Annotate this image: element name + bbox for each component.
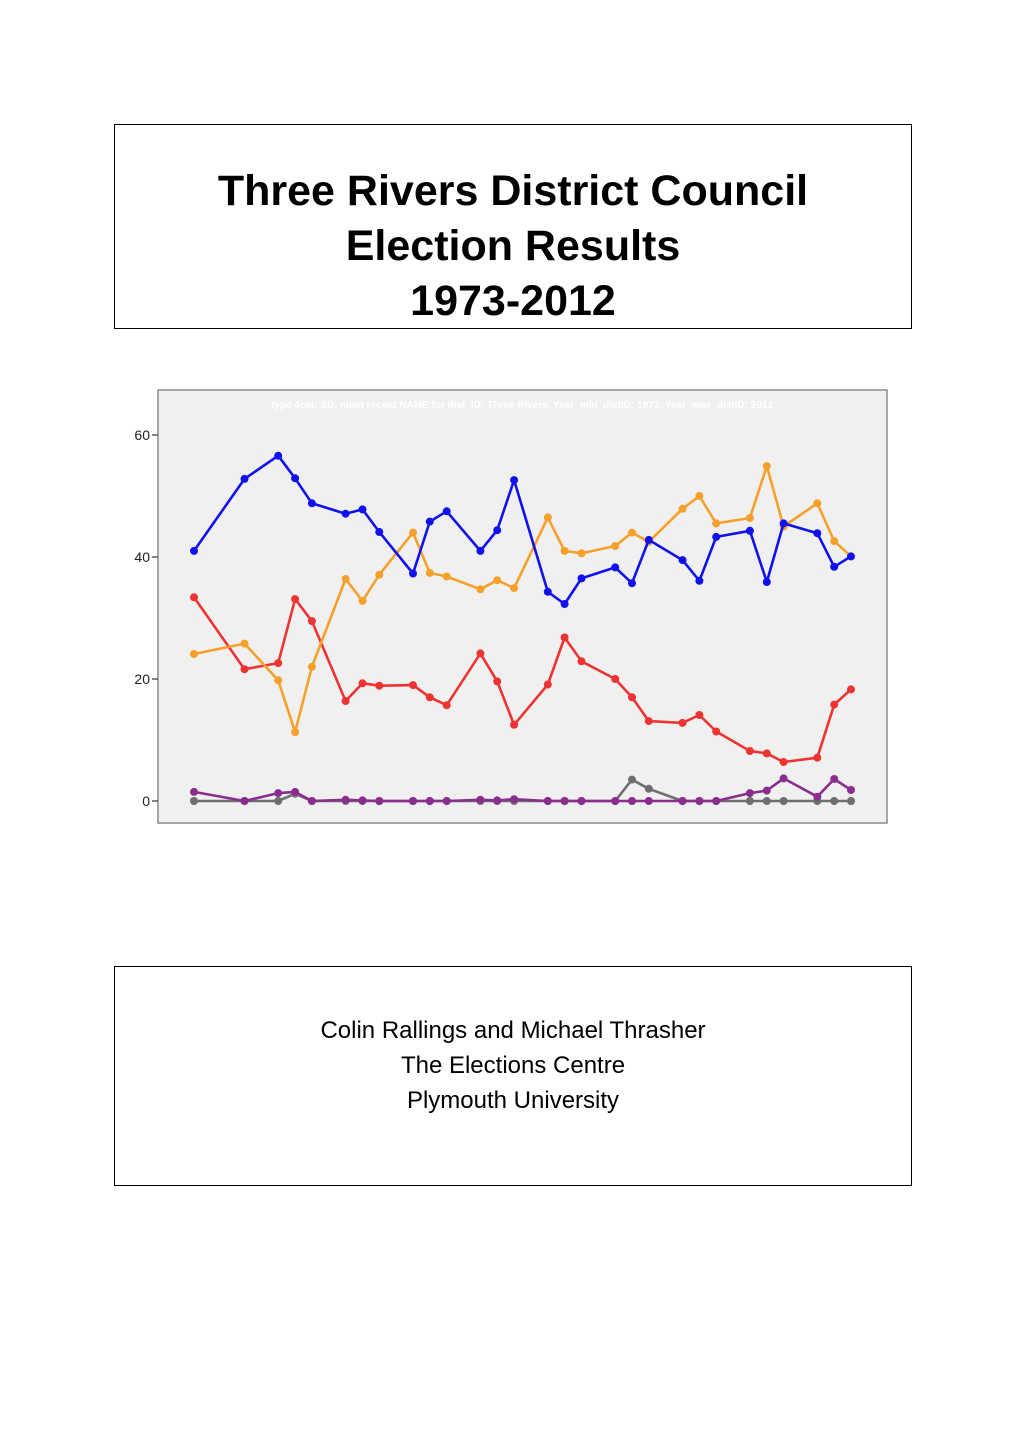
series-2-point-1 xyxy=(241,665,249,673)
series-0-point-6 xyxy=(359,505,367,513)
series-4-point-28 xyxy=(847,786,855,794)
series-1-point-10 xyxy=(443,573,451,581)
series-4-point-15 xyxy=(561,797,569,805)
authors-line: Colin Rallings and Michael Thrasher xyxy=(320,1017,706,1044)
series-4-point-21 xyxy=(695,797,703,805)
series-0-point-23 xyxy=(746,527,754,535)
series-0-point-17 xyxy=(611,563,619,571)
series-1-point-27 xyxy=(830,537,838,545)
series-1-point-17 xyxy=(611,542,619,550)
series-1-point-20 xyxy=(679,505,687,513)
series-1-point-1 xyxy=(241,640,249,648)
series-3-point-25 xyxy=(780,797,788,805)
series-0-point-9 xyxy=(426,518,434,526)
series-4-point-4 xyxy=(308,797,316,805)
series-2-point-20 xyxy=(679,719,687,727)
series-0-point-15 xyxy=(561,600,569,608)
series-4-point-8 xyxy=(409,797,417,805)
series-0-point-10 xyxy=(443,507,451,515)
y-tick-label-1: 20 xyxy=(134,671,150,687)
series-1-point-11 xyxy=(476,585,484,593)
series-3-point-24 xyxy=(763,797,771,805)
series-4-point-9 xyxy=(426,797,434,805)
series-2-point-10 xyxy=(443,701,451,709)
series-4-point-25 xyxy=(780,774,788,782)
y-tick-label-3: 60 xyxy=(134,427,150,443)
series-0-point-24 xyxy=(763,578,771,586)
series-2-point-18 xyxy=(628,693,636,701)
series-0-point-8 xyxy=(409,570,417,578)
series-2-point-14 xyxy=(544,681,552,689)
series-4-point-16 xyxy=(578,797,586,805)
series-2-point-26 xyxy=(813,754,821,762)
series-2-point-24 xyxy=(763,749,771,757)
series-0-point-12 xyxy=(493,526,501,534)
series-2-point-25 xyxy=(780,758,788,766)
title-box xyxy=(114,124,912,329)
series-3-point-23 xyxy=(746,797,754,805)
series-2-point-13 xyxy=(510,721,518,729)
series-1-point-4 xyxy=(308,663,316,671)
series-4-point-6 xyxy=(359,796,367,804)
series-0-point-7 xyxy=(375,528,383,536)
series-0-point-26 xyxy=(813,529,821,537)
series-2-point-22 xyxy=(712,728,720,736)
series-4-point-17 xyxy=(611,797,619,805)
series-0-point-0 xyxy=(190,547,198,555)
series-1-point-12 xyxy=(493,576,501,584)
series-1-point-3 xyxy=(291,728,299,736)
series-2-point-0 xyxy=(190,593,198,601)
series-4-point-3 xyxy=(291,788,299,796)
series-2-point-27 xyxy=(830,701,838,709)
series-1-point-5 xyxy=(342,575,350,583)
chart-title: type 4cat: SD, most recent NAME for dist_ID: Three Rivers, Year_min_distID: 1973, Year_max_distID: 2012 xyxy=(270,400,774,411)
y-tick-label-0: 0 xyxy=(142,793,150,809)
series-3-point-0 xyxy=(190,797,198,805)
series-0-point-25 xyxy=(780,519,788,527)
series-4-point-2 xyxy=(274,789,282,797)
series-2-point-9 xyxy=(426,693,434,701)
series-2-point-8 xyxy=(409,681,417,689)
series-1-point-0 xyxy=(190,650,198,658)
series-4-point-19 xyxy=(645,797,653,805)
series-2-point-2 xyxy=(274,659,282,667)
y-tick-label-2: 40 xyxy=(134,549,150,565)
series-4-point-5 xyxy=(342,796,350,804)
series-4-point-0 xyxy=(190,788,198,796)
series-1-point-26 xyxy=(813,499,821,507)
title-line-2: Election Results xyxy=(345,222,681,270)
series-2-point-11 xyxy=(476,649,484,657)
series-4-point-27 xyxy=(830,775,838,783)
author-box xyxy=(114,966,912,1186)
series-1-point-24 xyxy=(763,462,771,470)
series-1-point-16 xyxy=(578,549,586,557)
series-1-point-21 xyxy=(695,492,703,500)
series-1-point-2 xyxy=(274,676,282,684)
university-line: Plymouth University xyxy=(406,1087,620,1114)
series-0-point-1 xyxy=(241,475,249,483)
series-2-point-28 xyxy=(847,685,855,693)
series-4-point-20 xyxy=(679,797,687,805)
series-1-point-9 xyxy=(426,569,434,577)
series-4-point-10 xyxy=(443,797,451,805)
series-0-point-13 xyxy=(510,476,518,484)
series-4-point-22 xyxy=(712,797,720,805)
title-line-1: Three Rivers District Council xyxy=(217,167,809,215)
series-3-point-2 xyxy=(274,797,282,805)
series-0-point-4 xyxy=(308,499,316,507)
series-1-point-8 xyxy=(409,529,417,537)
series-4-point-1 xyxy=(241,797,249,805)
series-2-point-3 xyxy=(291,595,299,603)
vote-share-chart xyxy=(120,385,900,835)
series-0-point-5 xyxy=(342,510,350,518)
series-2-point-4 xyxy=(308,617,316,625)
series-1-point-23 xyxy=(746,514,754,522)
chart-svg xyxy=(120,385,900,835)
series-0-point-18 xyxy=(628,579,636,587)
series-1-point-18 xyxy=(628,529,636,537)
series-0-point-22 xyxy=(712,533,720,541)
series-2-point-23 xyxy=(746,747,754,755)
series-2-point-21 xyxy=(695,711,703,719)
series-0-point-2 xyxy=(274,452,282,460)
series-0-point-16 xyxy=(578,574,586,582)
series-4-point-13 xyxy=(510,795,518,803)
series-3-point-27 xyxy=(830,797,838,805)
series-0-point-14 xyxy=(544,588,552,596)
series-4-point-14 xyxy=(544,797,552,805)
series-2-point-12 xyxy=(493,677,501,685)
series-1-point-13 xyxy=(510,584,518,592)
organisation-line: The Elections Centre xyxy=(400,1052,626,1079)
series-2-point-19 xyxy=(645,717,653,725)
series-4-point-23 xyxy=(746,789,754,797)
series-1-point-14 xyxy=(544,513,552,521)
series-2-point-5 xyxy=(342,697,350,705)
series-0-point-11 xyxy=(476,547,484,555)
series-4-point-24 xyxy=(763,787,771,795)
series-4-point-18 xyxy=(628,797,636,805)
series-2-point-15 xyxy=(561,634,569,642)
series-3-point-18 xyxy=(628,776,636,784)
series-2-point-6 xyxy=(359,679,367,687)
series-3-point-28 xyxy=(847,797,855,805)
series-4-point-7 xyxy=(375,797,383,805)
series-2-point-16 xyxy=(578,657,586,665)
title-line-3: 1973-2012 xyxy=(410,277,616,325)
series-0-point-28 xyxy=(847,552,855,560)
series-2-point-17 xyxy=(611,675,619,683)
series-4-point-26 xyxy=(813,793,821,801)
series-2-point-7 xyxy=(375,682,383,690)
series-1-point-22 xyxy=(712,519,720,527)
series-0-point-27 xyxy=(830,563,838,571)
series-1-point-6 xyxy=(359,597,367,605)
series-4-point-11 xyxy=(476,796,484,804)
series-0-point-3 xyxy=(291,474,299,482)
series-0-point-20 xyxy=(679,556,687,564)
series-4-point-12 xyxy=(493,796,501,804)
series-1-point-15 xyxy=(561,547,569,555)
series-0-point-21 xyxy=(695,577,703,585)
series-1-point-7 xyxy=(375,571,383,579)
series-0-point-19 xyxy=(645,536,653,544)
series-3-point-19 xyxy=(645,785,653,793)
